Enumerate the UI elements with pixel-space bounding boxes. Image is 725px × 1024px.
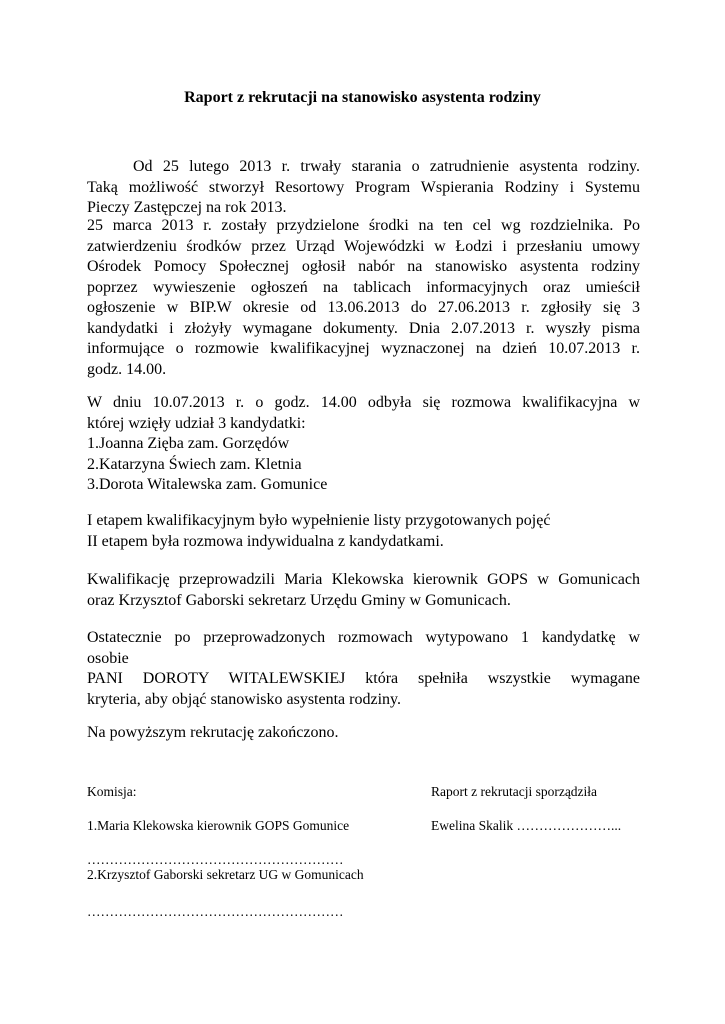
paragraph-line: I etapem kwalifikacyjnym było wypełnienie listy przygotowanych pojęć — [87, 512, 551, 529]
paragraph-line: 25 marca 2013 r. zostały przydzielone środki na ten cel wg rozdzielnika. Po — [87, 217, 640, 234]
paragraph-qualification — [87, 570, 640, 611]
paragraph-stages — [87, 511, 640, 552]
paragraph-closing — [87, 723, 640, 744]
paragraph-line: W dniu 10.07.2013 r. o godz. 14.00 odbyła się rozmowa kwalifikacyjna w — [87, 394, 640, 411]
paragraph-line: Kwalifikację przeprowadzili Maria Klekowska kierownik GOPS w Gomunicach — [87, 571, 640, 588]
paragraph-line: informujące o rozmowie kwalifikacyjnej wyznaczonej na dzień 10.07.2013 r. — [87, 340, 640, 357]
paragraph-line: której wzięły udział 3 kandydatki: — [87, 414, 306, 432]
paragraph-line: kryteria, aby objąć stanowisko asystenta rodziny. — [87, 690, 401, 708]
paragraph-line: Na powyższym rekrutację zakończono. — [87, 724, 339, 741]
paragraph-line: Pieczy Zastępczej na rok 2013. — [87, 199, 287, 216]
document-title: Raport z rekrutacji na stanowisko asystenta rodziny — [184, 89, 541, 106]
paragraph-funding — [87, 216, 640, 380]
commission-member: 2.Krzysztof Gaborski sekretarz UG w Gomunicach — [87, 867, 364, 882]
signature-line: ………………………………………………… — [87, 852, 344, 867]
commission-label: Komisja: — [87, 784, 137, 799]
signature-line: ………………………………………………… — [87, 904, 344, 919]
paragraph-line: Od 25 lutego 2013 r. trwały starania o zatrudnienie asystenta rodziny. — [133, 158, 640, 175]
paragraph-line: Ostatecznie po przeprowadzonych rozmowach wytypowano 1 kandydatkę w — [87, 629, 640, 646]
paragraph-line: osobie — [87, 649, 129, 667]
prepared-by-name: Ewelina Skalik …………………... — [431, 818, 622, 833]
paragraph-line: zatwierdzeniu środków przez Urząd Wojewódzki w Łodzi i przesłaniu umowy — [87, 237, 640, 255]
commission-member: 1.Maria Klekowska kierownik GOPS Gomunice — [87, 818, 350, 833]
candidate-list-item: 3.Dorota Witalewska zam. Gomunice — [87, 476, 328, 493]
paragraph-line: ogłoszenie w BIP.W okresie od 13.06.2013 do 27.06.2013 r. zgłosiły się 3 — [87, 299, 640, 316]
paragraph-line: Ośrodek Pomocy Społecznej ogłosił nabór na stanowisko asystenta rodziny — [87, 258, 640, 275]
paragraph-line: poprzez wywieszenie ogłoszeń na tablicach informacyjnych oraz umieścił — [87, 278, 640, 296]
paragraph-line: Taką możliwość stworzył Resortowy Program Wspierania Rodziny i Systemu — [87, 178, 640, 196]
paragraph-interview — [87, 393, 640, 496]
paragraph-line: II etapem była rozmowa indywidualna z kandydatkami. — [87, 532, 444, 550]
paragraph-line: PANI DOROTY WITALEWSKIEJ która spełniła wszystkie wymagane — [87, 670, 640, 687]
candidate-list-item: 2.Katarzyna Świech zam. Kletnia — [87, 455, 302, 473]
candidate-list-item: 1.Joanna Zięba zam. Gorzędów — [87, 435, 290, 452]
paragraph-line: godz. 14.00. — [87, 360, 167, 378]
paragraph-intro — [87, 157, 640, 219]
paragraph-line: oraz Krzysztof Gaborski sekretarz Urzędu Gminy w Gomunicach. — [87, 591, 511, 609]
paragraph-result — [87, 628, 640, 710]
paragraph-line: kandydatki i złożyły wymagane dokumenty. Dnia 2.07.2013 r. wyszły pisma — [87, 319, 640, 337]
prepared-by-label: Raport z rekrutacji sporządziła — [431, 784, 598, 799]
